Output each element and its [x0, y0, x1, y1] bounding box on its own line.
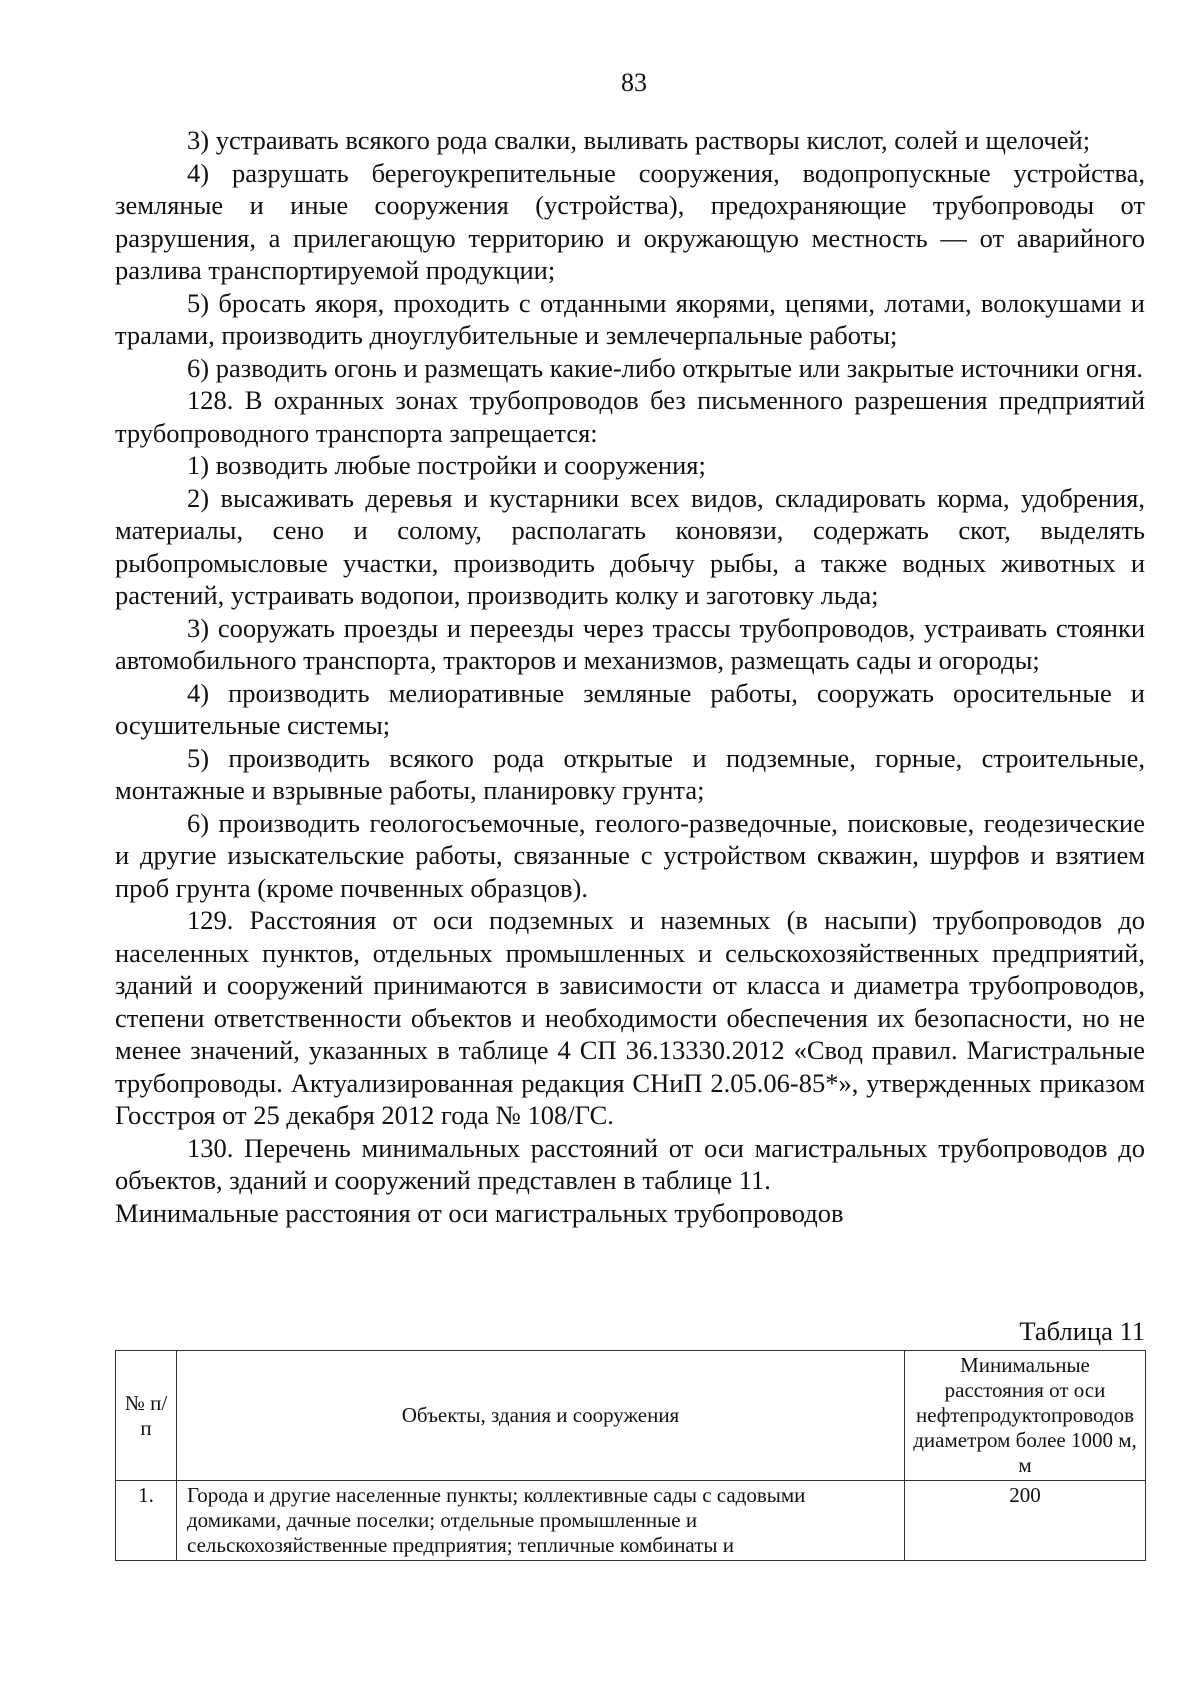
paragraph: 6) производить геологосъемочные, геолого-разведочные, поисковые, геодезические и другие изыскательские работы, связанные с устройством скважин, шурфов и взятием проб грунта (кроме почвенных образцов). — [115, 807, 1145, 903]
distances-table — [115, 1350, 1146, 1561]
paragraph: 1) возводить любые постройки и сооружения; — [187, 450, 706, 480]
paragraph: 5) производить всякого рода открытые и подземные, горные, строительные, монтажные и взрывные работы, планировку грунта; — [115, 742, 1145, 805]
cell-number: 1. — [116, 1481, 177, 1561]
paragraph: 6) разводить огонь и размещать какие-либо открытые или закрытые источники огня. — [187, 352, 1143, 383]
table-header-row — [116, 1351, 1146, 1481]
paragraph: 2) высаживать деревья и кустарники всех видов, складировать корма, удобрения, материалы, сено и солому, располагать коновязи, содержать скот, выделять рыбопромысловые участки, производить добычу рыбы, а также водных животных и растений, устраивать водопои, производить колку и заготовку льда; — [115, 482, 1145, 610]
body-text — [115, 124, 1145, 1229]
page-number: 83 — [621, 68, 647, 97]
header-objects: Объекты, здания и сооружения — [177, 1351, 905, 1481]
cell-distance: 200 — [905, 1481, 1146, 1561]
header-distance: Минимальные расстояния от оси нефтепродуктопроводов диаметром более 1000 м, м — [905, 1351, 1146, 1481]
paragraph: 4) производить мелиоративные земляные работы, сооружать оросительные и осушительные системы; — [115, 677, 1145, 740]
paragraph: 3) сооружать проезды и переезды через трассы трубопроводов, устраивать стоянки автомобильного транспорта, тракторов и механизмов, размещать сады и огороды; — [115, 612, 1145, 675]
paragraph: 129. Расстояния от оси подземных и наземных (в насыпи) трубопроводов до населенных пунктов, отдельных промышленных и сельскохозяйственных предприятий, зданий и сооружений принимаются в зависимости от класса и диаметра трубопроводов, степени ответственности объектов и необходимости обеспечения их безопасности, но не менее значений, указанных в таблице 4 СП 36.13330.2012 «Свод правил. Магистральные трубопроводы. Актуализированная редакция СНиП 2.05.06-85*», утвержденных приказом Госстроя от 25 декабря 2012 года № 108/ГС. — [115, 905, 1145, 1130]
paragraph: 4) разрушать берегоукрепительные сооружения, водопропускные устройства, земляные и иные сооружения (устройства), предохраняющие трубопроводы от разрушения, а прилегающую территорию и окружающую местность — от аварийного разлива транспортируемой продукции; — [115, 157, 1145, 285]
table-label: Таблица 11 — [1019, 1316, 1145, 1346]
header-number: № п/п — [116, 1351, 177, 1481]
paragraph: 3) устраивать всякого рода свалки, выливать растворы кислот, солей и щелочей; — [187, 125, 1091, 155]
paragraph: 130. Перечень минимальных расстояний от оси магистральных трубопроводов до объектов, зданий и сооружений представлен в таблице 11. — [115, 1132, 1145, 1195]
table-row — [116, 1481, 1146, 1561]
paragraph: 5) бросать якоря, проходить с отданными якорями, цепями, лотами, волокушами и тралами, производить дноуглубительные и землечерпальные работы; — [115, 287, 1145, 350]
cell-objects: Города и другие населенные пункты; коллективные сады с садовыми домиками, дачные поселки; отдельные промышленные и сельскохозяйственные предприятия; тепличные комбинаты и — [177, 1481, 905, 1561]
paragraph: 128. В охранных зонах трубопроводов без письменного разрешения предприятий трубопроводного транспорта запрещается: — [115, 385, 1145, 448]
table-caption: Минимальные расстояния от оси магистральных трубопроводов — [115, 1197, 844, 1228]
